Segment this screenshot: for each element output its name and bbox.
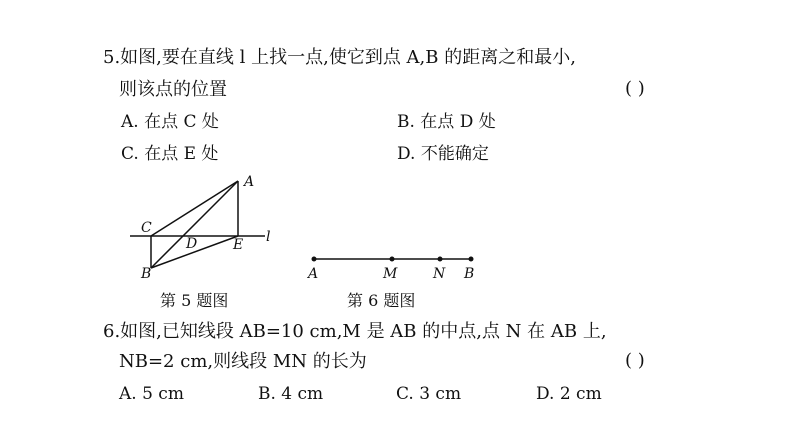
- figure-6: [312, 257, 474, 262]
- fig6-caption: 第 6 题图: [347, 291, 416, 310]
- fig5-caption: 第 5 题图: [160, 291, 229, 310]
- segment-ca: [151, 181, 238, 236]
- segment-ab: [151, 181, 238, 268]
- q6-stem-line1: 6.如图,已知线段 AB=10 cm,M 是 AB 的中点,点 N 在 AB 上,: [103, 321, 607, 342]
- q5-stem-line1: 5.如图,要在直线 l 上找一点,使它到点 A,B 的距离之和最小,: [103, 47, 576, 68]
- fig5-label-b: B: [141, 266, 152, 282]
- point-n: [438, 257, 443, 262]
- q6-option-d[interactable]: D. 2 cm: [536, 384, 602, 404]
- q5-stem-line2: 则该点的位置: [119, 79, 227, 100]
- fig5-label-d: D: [186, 236, 198, 252]
- fig6-label-a: A: [308, 266, 319, 282]
- fig5-label-e: E: [233, 237, 244, 253]
- q6-option-b[interactable]: B. 4 cm: [258, 384, 324, 404]
- fig6-label-b: B: [464, 266, 475, 282]
- point-m: [390, 257, 395, 262]
- q5-option-a[interactable]: A. 在点 C 处: [121, 112, 219, 132]
- q6-option-a[interactable]: A. 5 cm: [119, 384, 184, 404]
- point-a: [312, 257, 317, 262]
- q5-option-d[interactable]: D. 不能确定: [397, 144, 489, 164]
- q6-option-c[interactable]: C. 3 cm: [396, 384, 462, 404]
- fig5-label-a: A: [244, 174, 255, 190]
- point-b: [469, 257, 474, 262]
- fig5-label-c: C: [141, 220, 152, 236]
- q5-option-b[interactable]: B. 在点 D 处: [397, 112, 496, 132]
- q5-answer-bracket: ( ): [625, 78, 645, 99]
- q5-option-c[interactable]: C. 在点 E 处: [121, 144, 219, 164]
- fig5-label-l: l: [266, 229, 271, 245]
- fig6-label-m: M: [383, 266, 398, 282]
- fig6-label-n: N: [433, 266, 446, 282]
- q6-answer-bracket: ( ): [625, 350, 645, 371]
- q6-stem-line2: NB=2 cm,则线段 MN 的长为: [119, 351, 367, 372]
